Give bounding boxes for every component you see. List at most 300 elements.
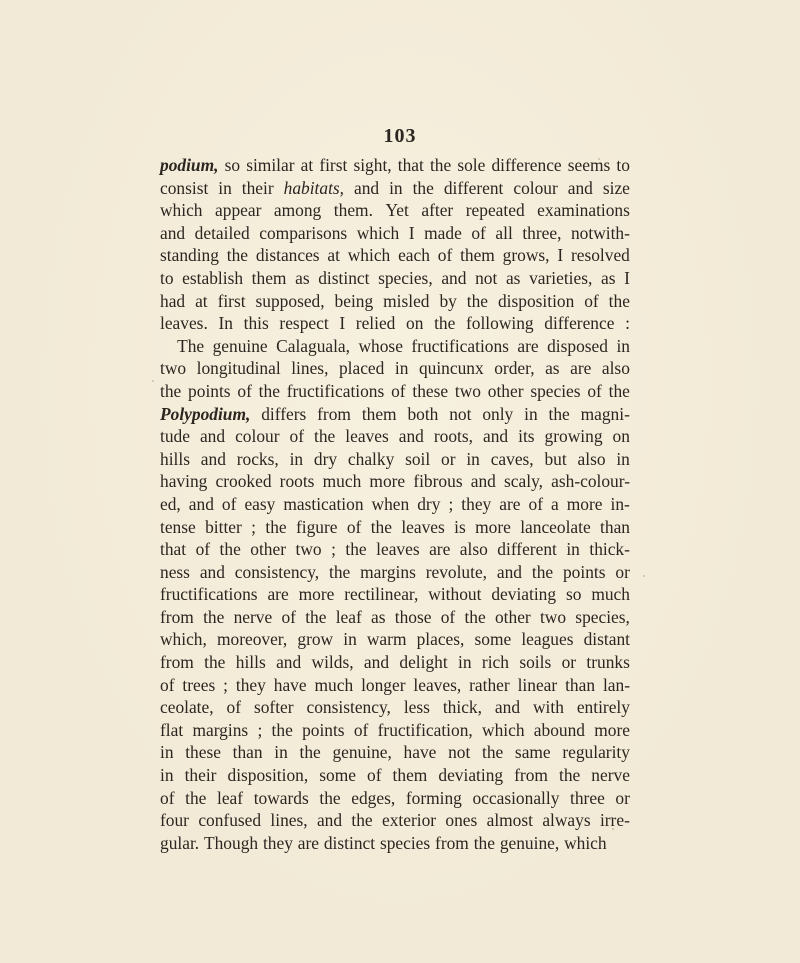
text-line <box>160 583 630 606</box>
text-word: of <box>440 606 456 627</box>
text-word: them. <box>333 200 373 221</box>
text-line <box>160 335 630 358</box>
text-word: of <box>195 539 211 560</box>
text-word: regularity <box>562 742 630 763</box>
text-word: bitter <box>205 516 242 537</box>
text-word: the <box>464 606 486 627</box>
text-word: and <box>316 810 343 831</box>
text-line <box>160 719 630 742</box>
text-word: leaves <box>345 426 389 447</box>
text-word: always <box>542 810 591 831</box>
text-word: them <box>392 765 428 786</box>
text-word: dry <box>313 448 338 469</box>
text-line <box>160 357 630 380</box>
text-line <box>160 199 630 222</box>
text-word: without <box>428 584 482 605</box>
text-word: nerve <box>233 606 273 627</box>
text-word: of <box>281 606 296 627</box>
text-word: which <box>564 832 607 853</box>
text-word: of <box>471 222 486 243</box>
text-word: the <box>531 561 554 582</box>
text-word: are <box>297 832 319 853</box>
text-word: Yet <box>385 200 409 221</box>
text-word: I <box>408 222 415 243</box>
text-word: appear <box>215 200 262 221</box>
text-word: linear <box>517 674 558 695</box>
text-word: two <box>454 380 481 401</box>
text-line <box>160 674 630 697</box>
text-word: the <box>608 380 630 401</box>
text-word: also <box>459 539 488 560</box>
text-word: hills <box>160 448 190 469</box>
text-line <box>160 628 630 651</box>
text-word: also <box>577 448 606 469</box>
text-word: the <box>466 290 489 311</box>
text-word: which <box>347 245 391 266</box>
text-word: and <box>199 561 225 582</box>
text-word: the <box>258 380 280 401</box>
text-word: among <box>273 200 322 221</box>
text-word: and <box>441 267 467 288</box>
text-word: abound <box>533 719 585 740</box>
body-text <box>160 154 630 854</box>
text-word: fructification, <box>377 719 473 740</box>
text-word: them <box>251 267 287 288</box>
text-word: those <box>394 606 432 627</box>
text-word: are <box>499 493 521 514</box>
text-word: ones <box>445 810 478 831</box>
text-word: their <box>184 765 217 786</box>
text-word: them <box>460 245 495 266</box>
text-word: moreover, <box>216 629 288 650</box>
text-word: margins <box>192 719 249 740</box>
text-word: at <box>195 290 208 311</box>
text-word: points <box>188 380 231 401</box>
text-word: occasionally <box>472 787 560 808</box>
text-word: habitats, <box>283 177 345 198</box>
text-word: each <box>398 245 430 266</box>
text-word: and <box>482 426 509 447</box>
text-word: Calaguala, <box>276 335 351 356</box>
text-word: from <box>435 832 469 853</box>
text-word: towards <box>253 787 309 808</box>
text-word: both <box>407 403 439 424</box>
text-word: seems <box>567 155 611 175</box>
text-word: wilds, <box>311 652 354 673</box>
text-word: detailed <box>194 222 250 243</box>
text-word: The <box>160 335 205 356</box>
text-word: sole <box>457 155 486 175</box>
text-word: species <box>530 380 581 401</box>
text-word: have <box>273 674 307 695</box>
text-word: the <box>160 380 182 401</box>
text-word: four <box>160 810 189 831</box>
text-word: ash-colour- <box>551 471 630 492</box>
text-word: similar <box>246 155 295 175</box>
text-word: two <box>295 539 322 560</box>
text-word: and <box>199 426 226 447</box>
text-word: roots, <box>433 426 473 447</box>
text-word: are <box>429 539 451 560</box>
text-word: on <box>406 313 424 334</box>
text-word: order, <box>494 358 535 379</box>
text-word: in <box>274 742 288 763</box>
text-word: some <box>319 765 356 786</box>
text-word: of <box>289 426 305 447</box>
text-word: that <box>397 155 424 175</box>
text-word: by <box>439 290 457 311</box>
text-word: other <box>487 380 524 401</box>
text-word: the <box>299 742 321 763</box>
text-word: they <box>262 832 293 853</box>
text-word: sight, <box>353 155 392 175</box>
text-word: flat <box>160 719 184 740</box>
text-word: size <box>602 177 630 198</box>
text-word: in <box>160 742 174 763</box>
text-word: fructifications <box>160 584 258 605</box>
text-word: with <box>532 697 564 718</box>
text-word: respect <box>279 313 329 334</box>
text-line <box>160 470 630 493</box>
text-line <box>160 403 630 426</box>
text-word: the <box>185 787 207 808</box>
text-word: or <box>615 787 630 808</box>
text-word: ; <box>331 539 336 560</box>
text-word: of <box>160 674 175 695</box>
text-line <box>160 380 630 403</box>
text-word: of <box>391 380 406 401</box>
text-word: of <box>226 697 242 718</box>
text-word: points <box>562 561 606 582</box>
text-word: places, <box>416 629 465 650</box>
text-word: varieties, <box>529 267 593 288</box>
text-word: not <box>448 742 471 763</box>
text-word: consist <box>160 177 209 198</box>
text-word: Polypodium, <box>160 403 251 424</box>
text-word: on <box>612 426 630 447</box>
text-word: fibrous <box>413 471 463 492</box>
text-word: in <box>343 629 357 650</box>
text-word: from <box>317 403 351 424</box>
text-word: or <box>615 561 630 582</box>
text-word: the <box>226 245 248 266</box>
text-line <box>160 425 630 448</box>
text-line <box>160 493 630 516</box>
text-word: whose <box>358 335 403 356</box>
text-word: species, <box>378 267 433 288</box>
text-word: lanceolate <box>520 516 591 537</box>
text-line <box>160 516 630 539</box>
text-word: and <box>200 448 226 469</box>
text-word: more <box>475 516 511 537</box>
text-word: tude <box>160 426 190 447</box>
text-word: in <box>289 448 304 469</box>
text-word: more <box>594 719 630 740</box>
text-word: two <box>160 358 187 379</box>
text-word: when <box>371 493 410 514</box>
text-word: at <box>300 155 314 175</box>
text-word: caves, <box>490 448 534 469</box>
text-word: rocks, <box>236 448 279 469</box>
text-word: are <box>517 335 539 356</box>
text-word: that <box>160 539 187 560</box>
text-word: points <box>302 719 345 740</box>
text-word: or <box>561 652 577 673</box>
text-word: softer <box>253 697 294 718</box>
text-word: other <box>494 606 531 627</box>
text-word: ; <box>251 516 256 537</box>
text-word: much <box>314 674 354 695</box>
text-line <box>160 244 630 267</box>
text-line <box>160 651 630 674</box>
paper-speck <box>643 575 645 577</box>
text-word: irre- <box>599 810 630 831</box>
text-word: In <box>218 313 233 334</box>
text-word: colour <box>513 177 558 198</box>
text-word: after <box>421 200 454 221</box>
text-word: in- <box>610 493 630 514</box>
text-word: the <box>412 177 434 198</box>
text-word: different <box>497 539 557 560</box>
text-word: made <box>424 222 462 243</box>
text-word: a <box>551 493 559 514</box>
text-word: consistency, <box>234 561 320 582</box>
text-word: edges, <box>351 787 396 808</box>
text-word: the <box>473 832 495 853</box>
text-word: from <box>514 765 548 786</box>
text-word: distinct <box>323 832 376 853</box>
text-word: roots <box>279 471 315 492</box>
text-word: and <box>188 493 214 514</box>
text-word: margins <box>360 561 416 582</box>
text-word: as <box>601 267 616 288</box>
text-word: podium, <box>160 155 219 175</box>
text-word: as <box>545 358 560 379</box>
text-word: having <box>160 471 208 492</box>
text-word: more <box>566 493 603 514</box>
text-word: first <box>319 155 348 175</box>
text-word: more <box>298 584 335 605</box>
text-word: as <box>295 267 310 288</box>
text-line <box>160 764 630 787</box>
text-word: in <box>218 177 232 198</box>
text-word: of <box>346 516 362 537</box>
text-word: lines, <box>291 358 329 379</box>
text-word: placed <box>338 358 385 379</box>
text-word: same <box>514 742 551 763</box>
text-word: disposition <box>497 290 575 311</box>
text-word: some <box>474 629 512 650</box>
text-word: delight <box>399 652 448 673</box>
text-word: disposed <box>547 335 608 356</box>
text-word: scaly, <box>504 471 543 492</box>
text-word: the <box>548 403 570 424</box>
text-word: ; <box>257 719 263 740</box>
text-word: distinct <box>318 267 370 288</box>
text-word: difference <box>491 155 562 175</box>
text-word: longer <box>361 674 406 695</box>
text-line <box>160 312 630 335</box>
paper-speck <box>612 828 614 830</box>
text-word: are <box>570 358 592 379</box>
text-word: almost <box>486 810 533 831</box>
text-word: deviating <box>491 584 557 605</box>
text-word: ness <box>160 561 190 582</box>
text-word: than <box>600 516 630 537</box>
text-word: misled <box>383 290 430 311</box>
text-word: fructifications <box>286 380 385 401</box>
text-word: from <box>160 606 194 627</box>
text-line <box>160 177 630 200</box>
text-word: ceolate, <box>160 697 214 718</box>
text-line <box>160 290 630 313</box>
text-word: gular. <box>160 832 200 853</box>
text-word: the <box>204 652 226 673</box>
text-word: to <box>616 155 630 175</box>
text-word: being <box>334 290 374 311</box>
text-word: comparisons <box>259 222 348 243</box>
text-word: fructifications <box>411 335 509 356</box>
text-word: distances <box>255 245 320 266</box>
text-word: as <box>505 267 521 288</box>
text-line <box>160 832 630 855</box>
text-word: all <box>495 222 513 243</box>
text-word: not <box>475 267 498 288</box>
text-word: supposed, <box>255 290 325 311</box>
text-word: ; <box>223 674 228 695</box>
text-word: to <box>160 267 174 288</box>
text-word: leaves <box>401 516 445 537</box>
text-word: the <box>305 606 327 627</box>
text-line <box>160 696 630 719</box>
text-word: so <box>224 155 241 175</box>
text-word: examinations <box>537 200 630 221</box>
text-word: chalky <box>347 448 395 469</box>
text-word: thick- <box>589 539 630 560</box>
text-word: exterior <box>381 810 437 831</box>
text-word: grows, <box>502 245 550 266</box>
text-word: more <box>369 471 406 492</box>
text-word: difference <box>544 313 615 334</box>
text-word: figure <box>295 516 338 537</box>
text-word: colour <box>235 426 280 447</box>
text-line <box>160 787 630 810</box>
text-word: species, <box>575 606 630 627</box>
text-word: genuine <box>212 335 268 356</box>
text-word: lines, <box>270 810 308 831</box>
text-word: and <box>567 177 593 198</box>
text-word: the <box>271 719 293 740</box>
text-word: genuine, <box>499 832 560 853</box>
text-word: of <box>237 380 252 401</box>
text-word: trunks <box>586 652 630 673</box>
text-word: different <box>443 177 504 198</box>
text-word: establish <box>182 267 244 288</box>
text-line <box>160 561 630 584</box>
text-word: of <box>221 493 237 514</box>
text-word: the <box>314 426 336 447</box>
text-word: in <box>458 652 472 673</box>
text-line <box>160 154 630 177</box>
paper-speck <box>152 380 154 382</box>
text-word: have <box>403 742 437 763</box>
text-word: much <box>591 584 630 605</box>
text-word: the <box>219 539 241 560</box>
text-word: following <box>465 313 534 334</box>
text-word: the <box>345 539 367 560</box>
text-word: their <box>241 177 274 198</box>
text-word: distant <box>583 629 630 650</box>
text-word: the <box>329 561 351 582</box>
text-word: of <box>437 245 453 266</box>
text-word: deviating <box>438 765 504 786</box>
text-word: also <box>601 358 630 379</box>
text-word: are <box>267 584 289 605</box>
text-word: repeated <box>465 200 525 221</box>
text-word: the <box>370 516 392 537</box>
text-word: the <box>351 810 373 831</box>
text-word: genuine, <box>332 742 392 763</box>
text-word: and <box>363 652 390 673</box>
text-word: notwith- <box>570 222 630 243</box>
text-word: forming <box>405 787 462 808</box>
text-word: magni- <box>580 403 630 424</box>
text-word: warm <box>366 629 407 650</box>
text-word: these <box>185 742 221 763</box>
text-word: the <box>608 290 630 311</box>
text-word: in <box>566 539 580 560</box>
text-word: than <box>565 674 596 695</box>
text-word: than <box>232 742 263 763</box>
text-word: of <box>584 290 599 311</box>
text-word: easy <box>244 493 276 514</box>
text-word: three <box>570 787 605 808</box>
text-word: consistency, <box>306 697 391 718</box>
text-word: these <box>412 380 449 401</box>
text-line <box>160 267 630 290</box>
text-word: which <box>482 719 525 740</box>
text-line <box>160 448 630 471</box>
text-word: leaf <box>217 787 244 808</box>
page-number: 103 <box>383 125 417 147</box>
text-word: or <box>441 448 456 469</box>
text-line <box>160 809 630 832</box>
text-word: they <box>461 493 492 514</box>
text-word: is <box>454 516 466 537</box>
text-word: leagues <box>521 629 574 650</box>
text-word: two <box>539 606 567 627</box>
text-word: quincunx <box>418 358 484 379</box>
text-word: resolved <box>570 245 630 266</box>
text-word: them <box>361 403 397 424</box>
text-word: much <box>322 471 362 492</box>
text-word: and <box>470 471 496 492</box>
text-word: of <box>353 719 369 740</box>
text-word: and <box>494 697 521 718</box>
text-word: thick, <box>442 697 482 718</box>
text-word: and <box>160 222 186 243</box>
text-word: soils <box>519 652 552 673</box>
text-word: relied <box>355 313 396 334</box>
text-word: growing <box>544 426 603 447</box>
text-word: which <box>356 222 400 243</box>
text-word: revolute, <box>425 561 488 582</box>
text-word: only <box>482 403 514 424</box>
text-word: of <box>367 765 382 786</box>
text-word: in <box>160 765 174 786</box>
text-word: of <box>587 380 602 401</box>
text-word: Though <box>203 832 259 853</box>
